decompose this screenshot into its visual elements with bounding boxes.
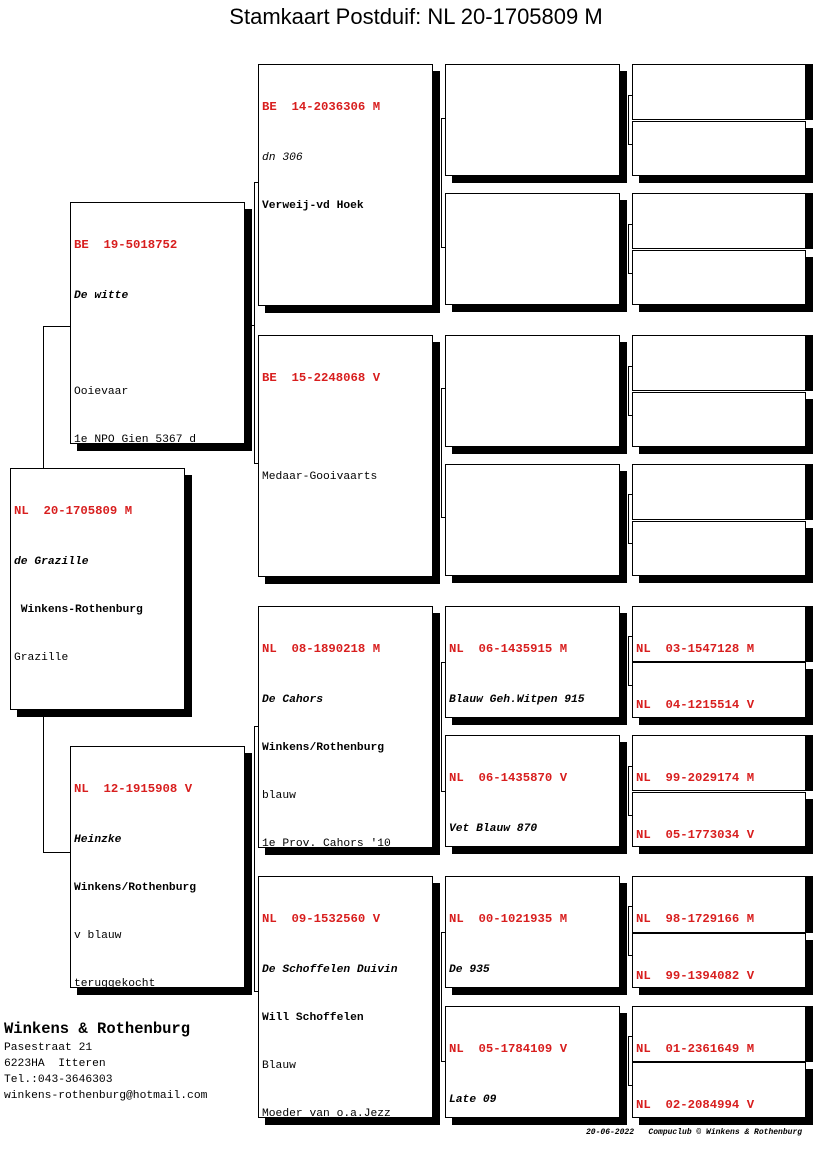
pigeon-name: Blauw Geh.Witpen 915 — [449, 694, 585, 706]
info-line: blauw — [262, 790, 296, 802]
ring-number: NL 03-1547128 M — [636, 642, 755, 656]
club-info — [4, 1018, 207, 1104]
pigeon-card-g4[interactable] — [632, 735, 806, 791]
club-phone: Tel.:043-3646303 — [4, 1074, 113, 1086]
pigeon-name: De Cahors — [262, 694, 324, 706]
pigeon-card-subject[interactable] — [10, 468, 185, 710]
connector — [244, 325, 254, 326]
pigeon-name: dn 306 — [262, 152, 303, 164]
connector — [43, 326, 71, 327]
ring-number: NL 12-1915908 V — [74, 782, 193, 796]
ring-number: BE 19-5018752 — [74, 238, 178, 252]
pigeon-card-empty[interactable] — [445, 464, 620, 576]
ring-number: NL 00-1021935 M — [449, 912, 568, 926]
ring-number: BE 14-2036306 M — [262, 100, 381, 114]
pigeon-name: Late 09 — [449, 1094, 497, 1106]
pigeon-card-mother[interactable] — [70, 746, 245, 988]
ring-number: NL 09-1532560 V — [262, 912, 381, 926]
pigeon-card-mff[interactable] — [445, 606, 620, 718]
pigeon-card-empty[interactable] — [632, 250, 806, 305]
pigeon-card-mfm[interactable] — [445, 735, 620, 847]
pigeon-card-mmm[interactable] — [445, 1006, 620, 1118]
ring-number: NL 98-1729166 M — [636, 912, 755, 926]
pigeon-card-empty[interactable] — [632, 464, 806, 520]
pigeon-name: De Schoffelen Duivin — [262, 964, 398, 976]
pigeon-card-mf[interactable] — [258, 606, 433, 848]
info-line: Ooievaar — [74, 386, 129, 398]
pigeon-name: De witte — [74, 290, 129, 302]
pigeon-card-g4[interactable] — [632, 1062, 806, 1118]
owner: Verweij-vd Hoek — [262, 200, 364, 212]
pigeon-card-empty[interactable] — [632, 521, 806, 576]
pigeon-card-ff[interactable] — [258, 64, 433, 306]
ring-number: NL 06-1435915 M — [449, 642, 568, 656]
ring-number: NL 20-1705809 M — [14, 504, 133, 518]
ring-number: NL 99-2029174 M — [636, 771, 755, 785]
club-name: Winkens & Rothenburg — [4, 1020, 191, 1038]
pigeon-name: Heinzke — [74, 834, 122, 846]
pigeon-card-fm[interactable] — [258, 335, 433, 577]
info-line: Moeder van o.a.Jezz — [262, 1108, 391, 1118]
pigeon-card-empty[interactable] — [445, 335, 620, 447]
pigeon-name: de Grazille — [14, 556, 89, 568]
pigeon-name: De 935 — [449, 964, 490, 976]
pigeon-card-g4[interactable] — [632, 662, 806, 718]
pigeon-card-g4[interactable] — [632, 933, 806, 988]
club-city: 6223HA Itteren — [4, 1058, 106, 1070]
pigeon-card-empty[interactable] — [445, 64, 620, 176]
pigeon-card-empty[interactable] — [632, 64, 806, 120]
pigeon-name: Vet Blauw 870 — [449, 823, 538, 835]
pigeon-card-father[interactable] — [70, 202, 245, 444]
ring-number: BE 15-2248068 V — [262, 371, 381, 385]
pigeon-card-g4[interactable] — [632, 1006, 806, 1062]
info-line: Blauw — [262, 1060, 296, 1072]
ring-number: NL 08-1890218 M — [262, 642, 381, 656]
ring-number: NL 99-1394082 V — [636, 969, 755, 983]
page-title: Stamkaart Postduif: NL 20-1705809 M — [229, 4, 603, 29]
pigeon-card-g4[interactable] — [632, 792, 806, 847]
owner: Winkens-Rothenburg — [14, 604, 143, 616]
info-line: v blauw — [74, 930, 122, 942]
club-street: Pasestraat 21 — [4, 1042, 93, 1054]
info-line — [262, 421, 429, 437]
info-line: Grazille — [14, 652, 69, 664]
ring-number: NL 04-1215514 V — [636, 698, 755, 712]
owner: Winkens/Rothenburg — [262, 742, 385, 754]
ring-number: NL 05-1784109 V — [449, 1042, 568, 1056]
pigeon-card-empty[interactable] — [632, 193, 806, 249]
info-line: 1e NPO Gien 5367 d — [74, 434, 197, 444]
club-email[interactable]: winkens-rothenburg@hotmail.com — [4, 1090, 208, 1102]
footer-credit: Compuclub © Winkens & Rothenburg — [648, 1128, 803, 1137]
ring-number: NL 05-1773034 V — [636, 828, 755, 842]
print-date: 20-06-2022 — [586, 1128, 635, 1137]
info-line — [74, 336, 241, 352]
footer — [586, 1128, 802, 1137]
ring-number: NL 02-2084994 V — [636, 1098, 755, 1112]
pigeon-card-empty[interactable] — [632, 335, 806, 391]
pigeon-card-empty[interactable] — [632, 121, 806, 176]
owner: Will Schoffelen — [262, 1012, 364, 1024]
pigeon-card-mmf[interactable] — [445, 876, 620, 988]
info-line: teruggekocht — [74, 978, 156, 988]
ring-number: NL 06-1435870 V — [449, 771, 568, 785]
pigeon-card-g4[interactable] — [632, 606, 806, 662]
ring-number: NL 01-2361649 M — [636, 1042, 755, 1056]
info-line: 1e Prov. Cahors '10 — [262, 838, 391, 848]
pigeon-card-g4[interactable] — [632, 876, 806, 933]
pigeon-card-empty[interactable] — [445, 193, 620, 305]
owner: Winkens/Rothenburg — [74, 882, 197, 894]
pigeon-card-empty[interactable] — [632, 392, 806, 447]
owner: Medaar-Gooivaarts — [262, 471, 378, 483]
pigeon-card-mm[interactable] — [258, 876, 433, 1118]
